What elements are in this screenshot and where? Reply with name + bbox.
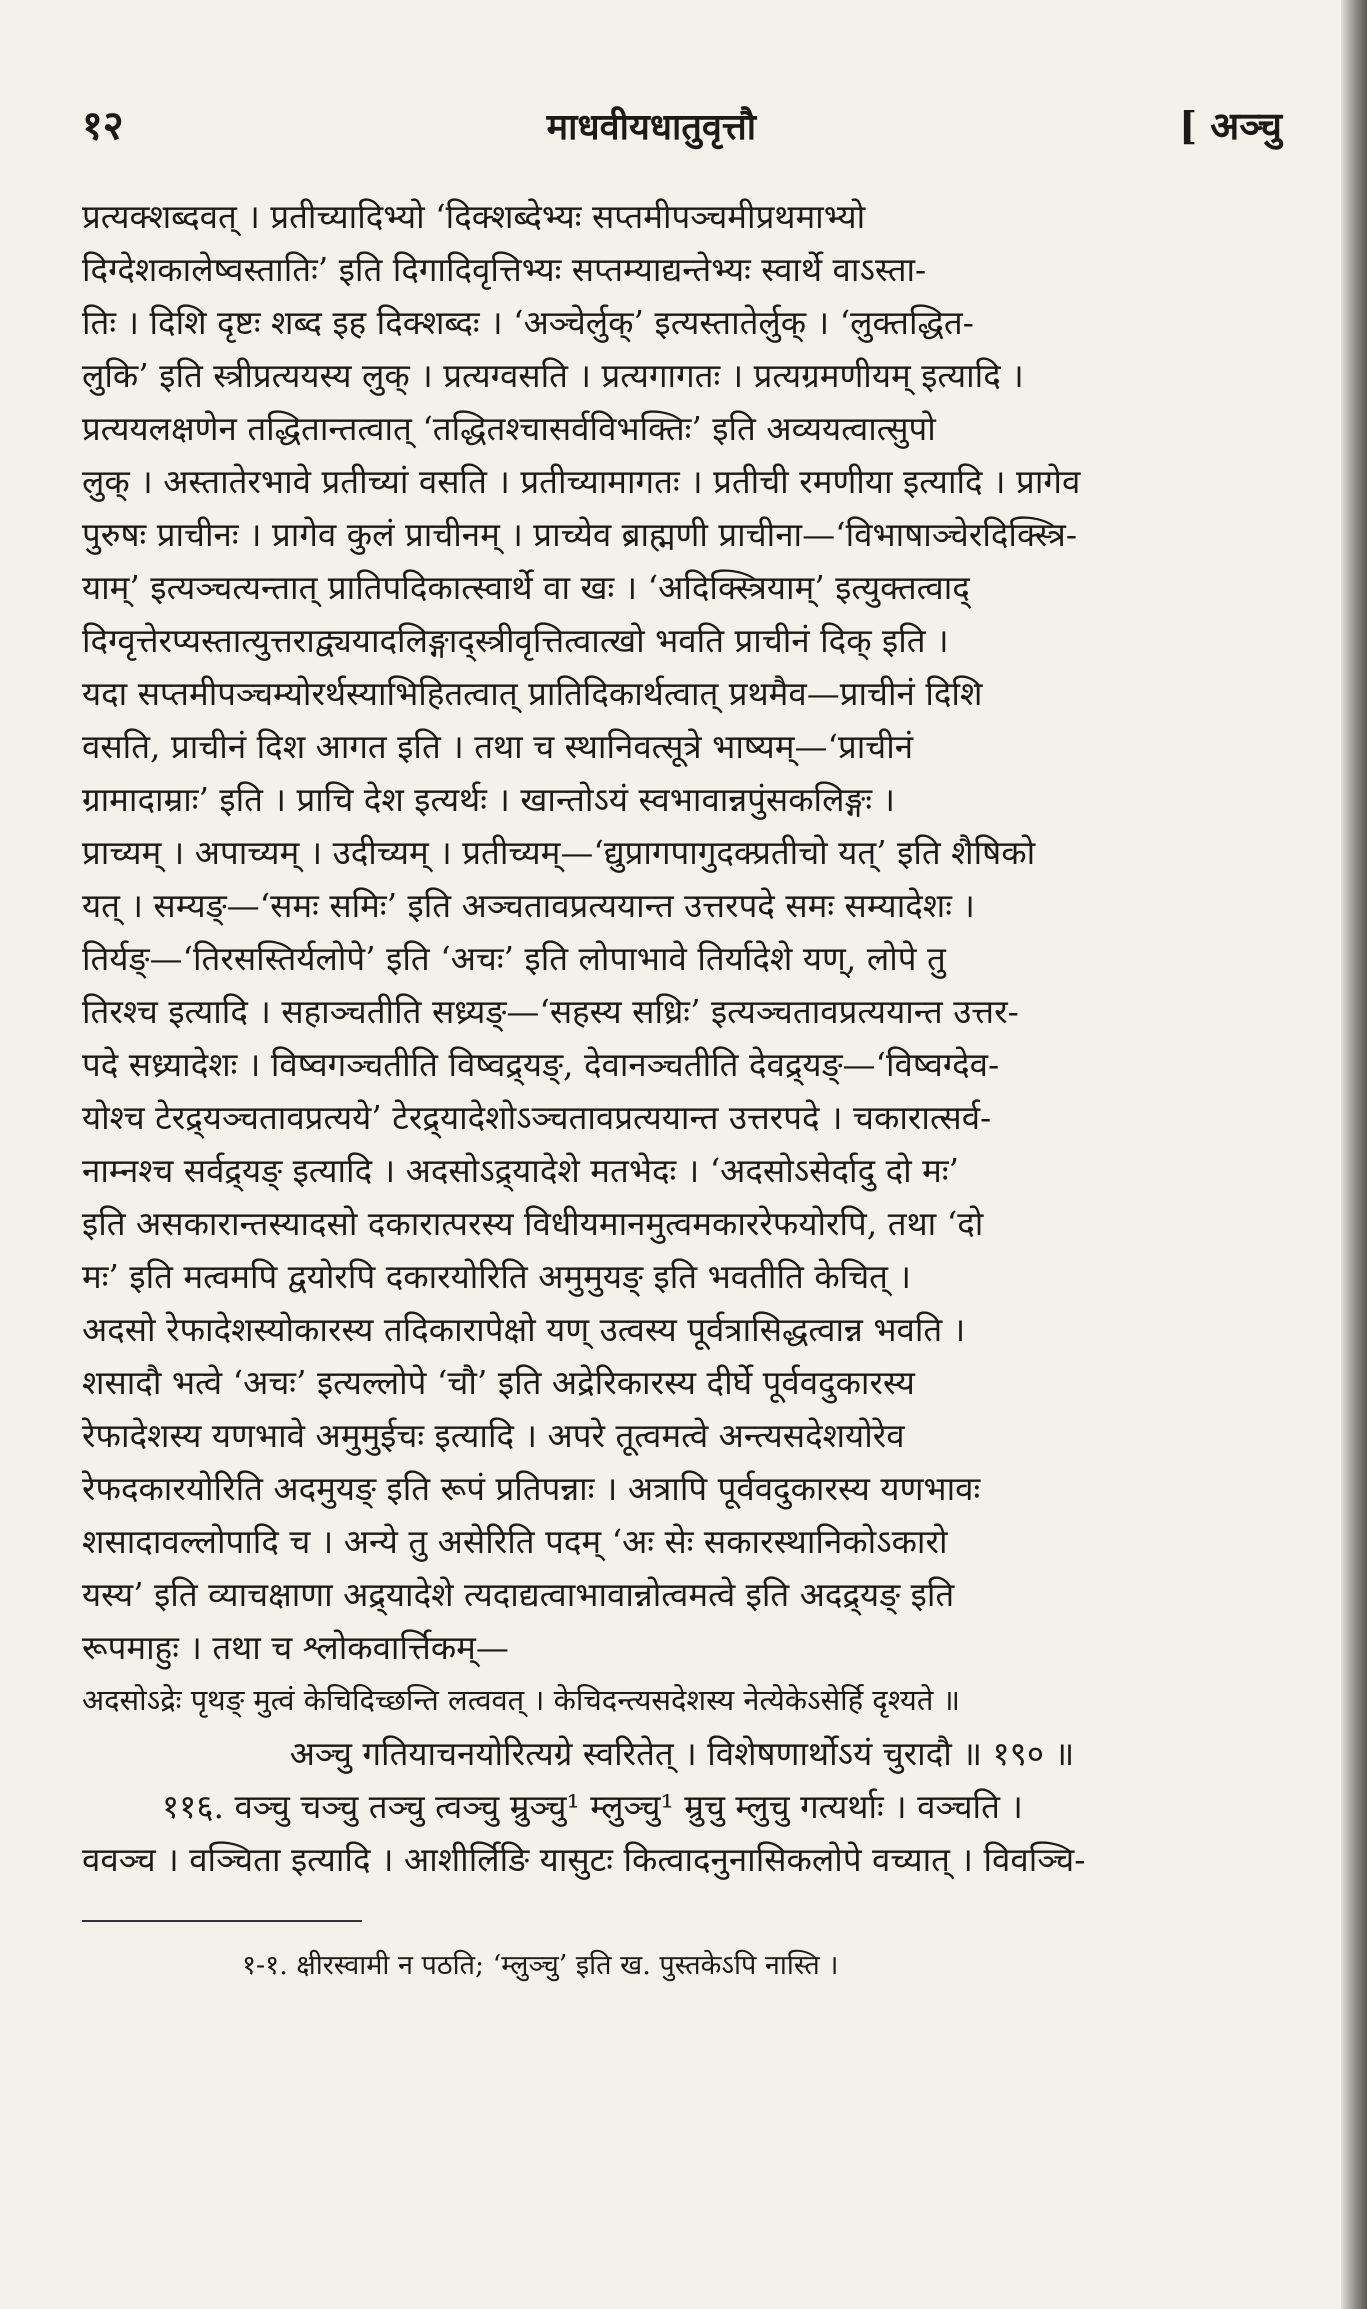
- text-line: लुक् । अस्तातेरभावे प्रतीच्यां वसति । प्रतीच्यामागतः । प्रतीची रमणीया इत्यादि । प्रागेव: [82, 462, 1081, 501]
- text-line: शसादावल्लोपादि च । अन्ये तु असेरिति पदम् ‘अः सेः सकारस्थानिकोऽकारो: [82, 1522, 948, 1561]
- text-line: तिरश्च इत्यादि । सहाञ्चतीति सध्र्यङ्—‘सहस्य सध्रिः’ इत्यञ्चतावप्रत्ययान्त उत्तर-: [82, 992, 1019, 1031]
- text-line: यत् । सम्यङ्—‘समः समिः’ इति अञ्चतावप्रत्ययान्त उत्तरपदे समः सम्यादेशः ।: [82, 886, 975, 925]
- text-line: रूपमाहुः । तथा च श्लोकवार्त्तिकम्—: [82, 1628, 509, 1667]
- text-line: दिग्वृत्तेरप्यस्तात्युत्तराद्व्ययादलिङ्गाद्स्त्रीवृत्तित्वात्खो भवति प्राचीनं दिक् इति ।: [82, 621, 949, 660]
- text-line: शसादौ भत्वे ‘अचः’ इत्यल्लोपे ‘चौ’ इति अद्रेरिकारस्य दीर्घे पूर्ववदुकारस्य: [82, 1363, 915, 1402]
- text-line: वसति, प्राचीनं दिश आगत इति । तथा च स्थानिवत्सूत्रे भाष्यम्—‘प्राचीनं: [82, 727, 914, 766]
- book-binding-edge: [1341, 0, 1367, 2309]
- text-line: ववञ्च । वञ्चिता इत्यादि । आशीर्लिङि यासुटः कित्वादनुनासिकलोपे वच्यात् । विवञ्चि-: [82, 1840, 1086, 1879]
- running-title: माधवीयधातुवृत्तौ: [546, 106, 757, 148]
- text-line: पुरुषः प्राचीनः । प्रागेव कुलं प्राचीनम् । प्राच्येव ब्राह्मणी प्राचीना—‘विभाषाञ्चेरदिक्स्त्रि-: [82, 515, 1077, 554]
- text-line: यस्य’ इति व्याचक्षाणा अद्र्यादेशे त्यदाद्यत्वाभावान्नोत्वमत्वे इति अदद्र्यङ् इति: [82, 1575, 955, 1614]
- page-number: १२: [82, 102, 124, 149]
- footnote: १-१. क्षीरस्वामी न पठति; ‘म्लुञ्चु’ इति ख. पुस्तकेऽपि नास्ति ।: [242, 1950, 839, 1981]
- text-line: यदा सप्तमीपञ्चम्योरर्थस्याभिहितत्वात् प्रातिदिकार्थत्वात् प्रथमैव—प्राचीनं दिशि: [82, 674, 983, 713]
- text-line: योश्च टेरद्र्यञ्चतावप्रत्यये’ टेरद्र्यादेशोऽञ्चतावप्रत्ययान्त उत्तरपदे । चकारात्सर्व-: [82, 1098, 992, 1137]
- text-line: प्राच्यम् । अपाच्यम् । उदीच्यम् । प्रतीच्यम्—‘द्युप्रागपागुदक्प्रतीचो यत्’ इति शैषिको: [82, 833, 1036, 872]
- verse-line: अदसोऽद्रेः पृथङ् मुत्वं केचिदिच्छन्ति लत्ववत् । केचिदन्त्यसदेशस्य नेत्येकेऽसेर्हि दृश्यते ॥: [82, 1683, 960, 1717]
- text-line: लुकि’ इति स्त्रीप्रत्ययस्य लुक् । प्रत्यग्वसति । प्रत्यगागतः । प्रत्यग्रमणीयम् इत्यादि ।: [82, 356, 1024, 395]
- body-text: [82, 190, 1282, 1886]
- sutra-line: अञ्चु गतियाचनयोरित्यग्रे स्वरितेत् । विशेषणार्थोऽयं चुरादौ ॥ १९० ॥: [289, 1734, 1075, 1773]
- text-line: अदसो रेफादेशस्योकारस्य तदिकारापेक्षो यण् उत्वस्य पूर्वत्रासिद्धत्वान्न भवति ।: [82, 1310, 966, 1349]
- text-line: प्रत्ययलक्षणेन तद्धितान्तत्वात् ‘तद्धितश्चासर्वविभक्तिः’ इति अव्ययत्वात्सुपो: [82, 409, 936, 448]
- text-line: पदे सध्र्यादेशः । विष्वगञ्चतीति विष्वद्र्यङ्, देवानञ्चतीति देवद्र्यङ्—‘विष्वग्देव-: [82, 1045, 1000, 1084]
- text-line: तिः । दिशि दृष्टः शब्द इह दिक्शब्दः । ‘अञ्चेर्लुक्’ इत्यस्तातेर्लुक् । ‘लुक्तद्धित-: [82, 303, 974, 342]
- text-line: नाम्नश्च सर्वद्र्यङ् इत्यादि । अदसोऽद्र्यादेशे मतभेदः । ‘अदसोऽसेर्दादु दो मः’: [82, 1151, 960, 1190]
- text-line: तिर्यङ्—‘तिरसस्तिर्यलोपे’ इति ‘अचः’ इति लोपाभावे तिर्यादेशे यण्, लोपे तु: [82, 939, 946, 978]
- text-line: याम्’ इत्यञ्चत्यन्तात् प्रातिपदिकात्स्वार्थे वा खः । ‘अदिक्स्त्रियाम्’ इत्युक्तत्वाद्: [82, 568, 970, 607]
- text-line: रेफादेशस्य यणभावे अमुमुईचः इत्यादि । अपरे तूत्वमत्वे अन्त्यसदेशयोरेव: [82, 1416, 905, 1455]
- text-line: दिग्देशकालेष्वस्तातिः’ इति दिगादिवृत्तिभ्यः सप्तम्याद्यन्तेभ्यः स्वार्थे वाऽस्ता-: [82, 250, 927, 289]
- footnote-rule: [82, 1920, 362, 1922]
- section-heading: [ अञ्चु: [1179, 103, 1282, 148]
- page-header: [82, 96, 1282, 176]
- text-line: मः’ इति मत्वमपि द्वयोरपि दकारयोरिति अमुमुयङ् इति भवतीति केचित् ।: [82, 1257, 911, 1296]
- text-line: प्रत्यक्शब्दवत् । प्रतीच्यादिभ्यो ‘दिक्शब्देभ्यः सप्तमीपञ्चमीप्रथमाभ्यो: [82, 197, 866, 236]
- text-line: इति असकारान्तस्यादसो दकारात्परस्य विधीयमानमुत्वमकाररेफयोरपि, तथा ‘दो: [82, 1204, 984, 1243]
- text-line: रेफदकारयोरिति अदमुयङ् इति रूपं प्रतिपन्नाः । अत्रापि पूर्ववदुकारस्य यणभावः: [82, 1469, 981, 1508]
- document-page: [82, 96, 1282, 1988]
- text-line: ग्रामादाम्राः’ इति । प्राचि देश इत्यर्थः । खान्तोऽयं स्वभावान्नपुंसकलिङ्गः ।: [82, 780, 896, 819]
- dhatu-entry-line: ११६. वञ्चु चञ्चु तञ्चु त्वञ्चु म्रुञ्चु¹ म्लुञ्चु¹ म्रुचु म्लुचु गत्यर्थाः । वञ्चति ।: [162, 1787, 1023, 1826]
